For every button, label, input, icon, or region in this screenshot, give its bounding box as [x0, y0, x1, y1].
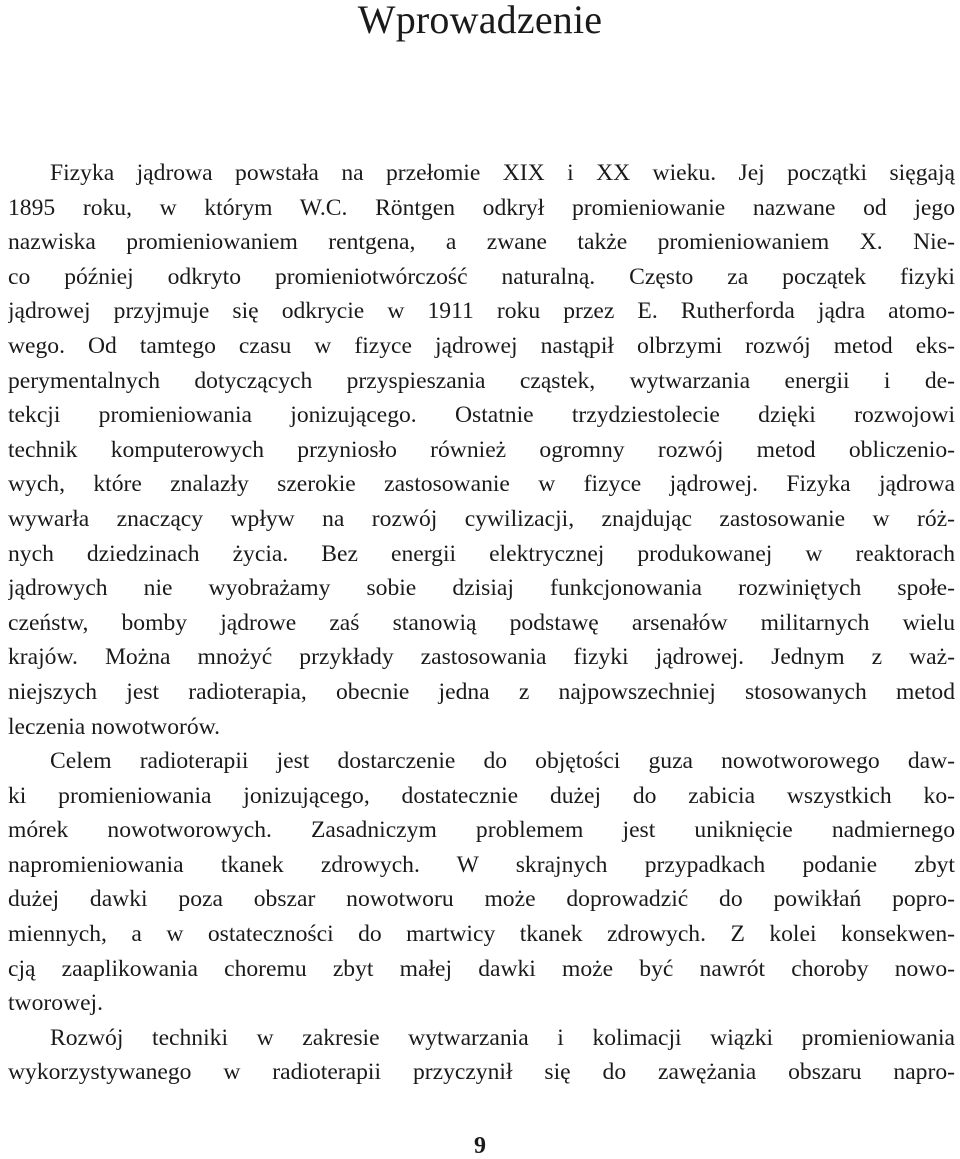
text-line: co później odkryto promieniotwórczość naturalną. Często za początek fizyki: [8, 263, 955, 290]
paragraph-3: [8, 1021, 955, 1090]
text-line: jądrowej przyjmuje się odkrycie w 1911 roku przez E. Rutherforda jądra atomo-: [8, 298, 955, 325]
text-line: tekcji promieniowania jonizującego. Ostatnie trzydziestolecie dzięki rozwojowi: [8, 402, 955, 429]
text-line: nazwiska promieniowaniem rentgena, a zwane także promieniowaniem X. Nie-: [8, 229, 955, 256]
text-line: tworowej.: [8, 990, 104, 1017]
text-line: cją zaaplikowania choremu zbyt małej dawki może być nawrót choroby nowo-: [8, 955, 955, 982]
text-line: technik komputerowych przyniosło również ogromny rozwój metod obliczenio-: [8, 436, 955, 463]
page-number: 9: [474, 1133, 486, 1159]
text-line: dużej dawki poza obszar nowotworu może doprowadzić do powikłań popro-: [8, 886, 955, 913]
text-line: niejszych jest radioterapia, obecnie jedna z najpowszechniej stosowanych metod: [8, 678, 955, 705]
text-line: leczenia nowotworów.: [8, 713, 221, 740]
text-line: wywarła znaczący wpływ na rozwój cywilizacji, znajdując zastosowanie w róż-: [8, 505, 955, 532]
text-line: Fizyka jądrowa powstała na przełomie XIX i XX wieku. Jej początki sięgają: [50, 160, 955, 186]
text-line: miennych, a w ostateczności do martwicy tkanek zdrowych. Z kolei konsekwen-: [8, 921, 955, 948]
text-line: krajów. Można mnożyć przykłady zastosowania fizyki jądrowej. Jednym z waż-: [8, 644, 955, 671]
text-line: Rozwój techniki w zakresie wytwarzania i kolimacji wiązki promieniowania: [50, 1024, 955, 1051]
paragraph-1: [8, 156, 955, 744]
text-line: napromieniowania tkanek zdrowych. W skrajnych przypadkach podanie zbyt: [8, 851, 955, 878]
text-line: jądrowych nie wyobrażamy sobie dzisiaj funkcjonowania rozwiniętych społe-: [8, 575, 955, 602]
text-line: nych dziedzinach życia. Bez energii elektrycznej produkowanej w reaktorach: [8, 540, 955, 567]
text-line: wykorzystywanego w radioterapii przyczynił się do zawężania obszaru napro-: [8, 1059, 955, 1086]
text-line: czeństw, bomby jądrowe zaś stanowią podstawę arsenałów militarnych wielu: [8, 609, 955, 636]
text-line: 1895 roku, w którym W.C. Röntgen odkrył promieniowanie nazwane od jego: [8, 194, 955, 221]
text-line: perymentalnych dotyczących przyspieszania cząstek, wytwarzania energii i de-: [8, 367, 955, 394]
text-line: wych, które znalazły szerokie zastosowanie w fizyce jądrowej. Fizyka jądrowa: [8, 471, 955, 498]
text-line: Celem radioterapii jest dostarczenie do objętości guza nowotworowego daw-: [50, 748, 955, 775]
text-line: mórek nowotworowych. Zasadniczym problemem jest uniknięcie nadmiernego: [8, 817, 955, 844]
text-line: ki promieniowania jonizującego, dostatecznie dużej do zabicia wszystkich ko-: [8, 782, 955, 809]
body-text: [8, 156, 955, 1090]
text-line: wego. Od tamtego czasu w fizyce jądrowej nastąpił olbrzymi rozwój metod eks-: [8, 332, 955, 359]
paragraph-2: [8, 744, 955, 1021]
page-title: Wprowadzenie: [357, 0, 603, 42]
